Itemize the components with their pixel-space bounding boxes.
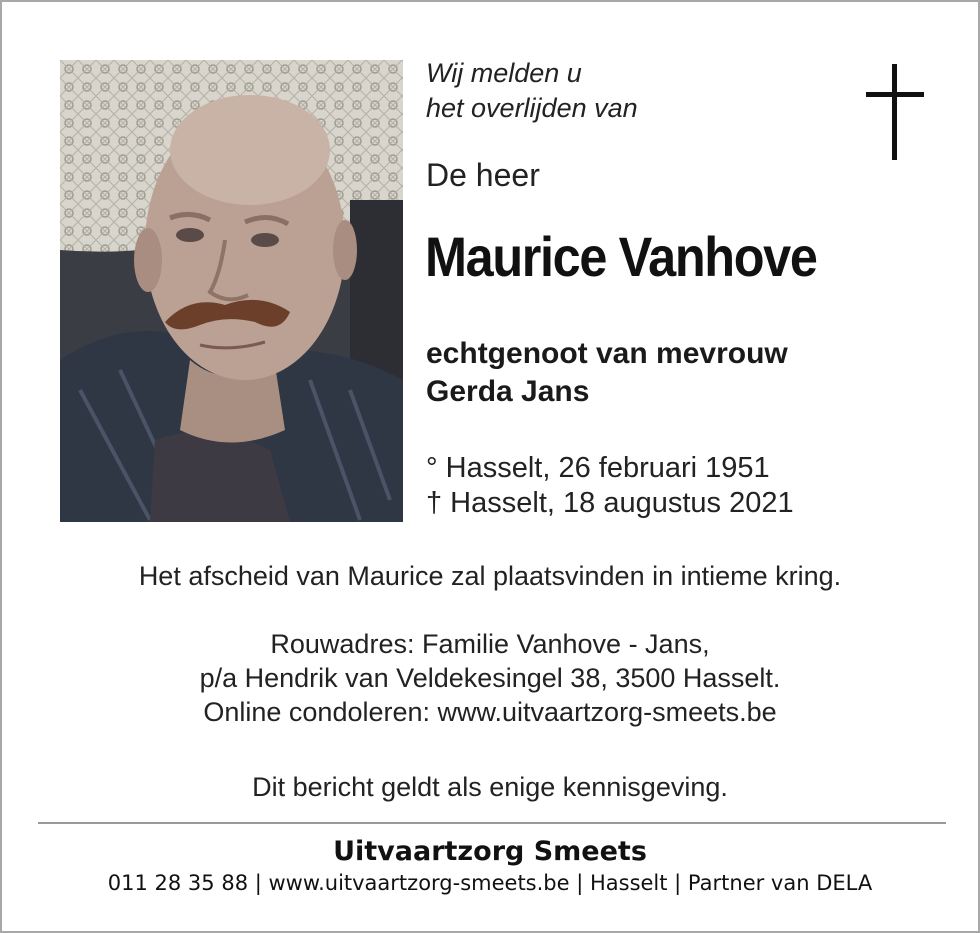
mourning-address [2,627,978,729]
address-line-1: Rouwadres: Familie Vanhove - Jans, [270,629,710,659]
intro-line-2: het overlijden van [426,93,638,123]
salutation: De heer [426,157,540,193]
birth-date: ° Hasselt, 26 februari 1951 [426,452,770,484]
condolence-link[interactable]: Online condoleren: www.uitvaartzorg-smeets.be [203,697,777,727]
company-contact: 011 28 35 88 | www.uitvaartzorg-smeets.be | Hasselt | Partner van DELA [107,871,873,895]
footer-divider [38,822,946,824]
farewell-text: Het afscheid van Maurice zal plaatsvinden in intieme kring. [138,561,842,591]
intro-text [426,56,638,126]
spouse-line-1: echtgenoot van mevrouw [426,337,788,370]
portrait-photo [60,60,403,522]
address-line-2: p/a Hendrik van Veldekesingel 38, 3500 Hasselt. [199,663,781,693]
company-name: Uitvaartzorg Smeets [333,836,647,867]
cross-icon [866,64,924,160]
spouse-info [426,335,788,411]
intro-line-1: Wij melden u [426,58,582,88]
spouse-line-2: Gerda Jans [426,375,590,408]
death-date: † Hasselt, 18 augustus 2021 [426,487,794,519]
life-dates [426,451,794,521]
deceased-name: Maurice Vanhove [425,225,817,288]
notice-text: Dit bericht geldt als enige kennisgeving. [252,772,728,802]
